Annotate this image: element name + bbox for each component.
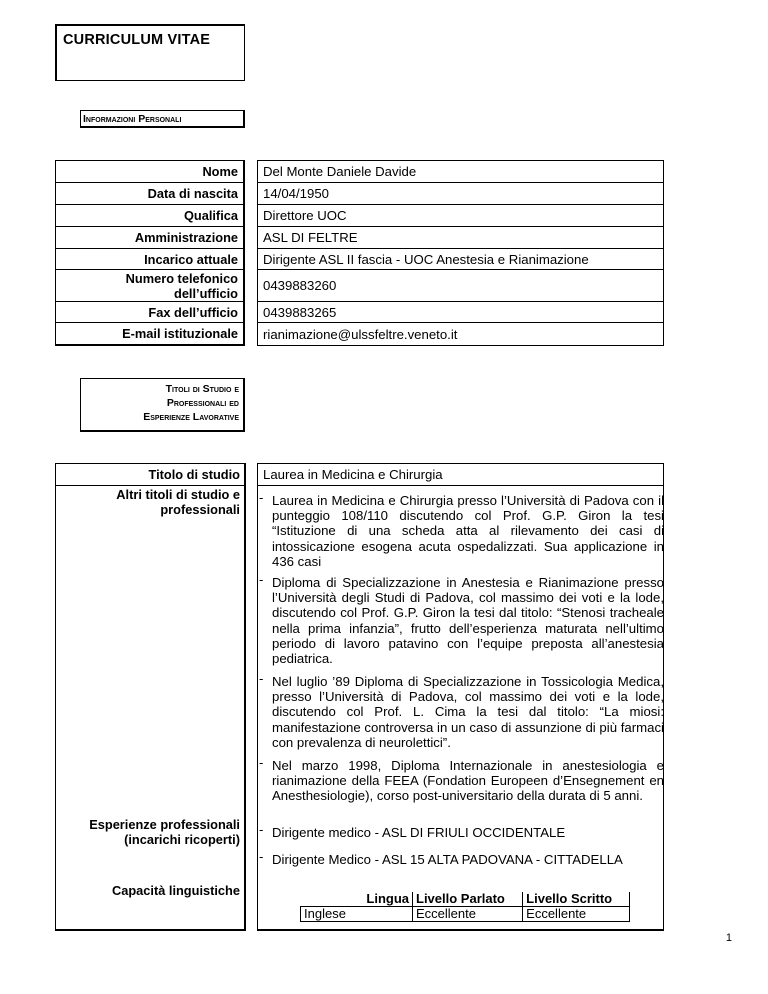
list-item-text: Dirigente Medico - ASL 15 ALTA PADOVANA - CITTADELLA [272, 852, 623, 867]
label-altri-titoli-line2: professionali [160, 502, 240, 517]
list-item-text: Laurea in Medicina e Chirurgia presso l’Università di Padova con il punteggio 108/110 discutendo col Prof. G.P. Giron la tesi “Istituzione di una scheda atta al rilevamento dei casi di intossicazione esogena acuta ospedalizzati. Sua applicazione in 436 casi [272, 493, 664, 569]
row-divider-right [257, 485, 664, 486]
label-fax: Fax dell’ufficio [55, 301, 245, 323]
page-number: 1 [725, 932, 732, 944]
list-item-text: Diploma di Specializzazione in Anestesia e Rianimazione presso l’Università degli Studi di Padova, col massimo dei voti e la lode, discutendo col Prof. G.P. Giron la tesi dal titolo: “Stenosi tracheale nella prima infanzia”, frutto dell’esperienza maturata nell’ultimo periodo di lavoro patavino con l’equipe preposta all’anestesia pediatrica. [272, 575, 664, 667]
list-item [256, 755, 664, 804]
value-titolo-studio: Laurea in Medicina e Chirurgia [263, 467, 443, 482]
section-titles-line2: Professionali ed [166, 397, 239, 409]
label-data-nascita: Data di nascita [55, 182, 245, 205]
list-item [256, 822, 664, 840]
table-left-border [55, 463, 56, 931]
bullet-dash: - [259, 755, 264, 770]
section-heading-personal [80, 110, 245, 128]
written-level-cell: Eccellente [523, 907, 630, 922]
list-item-text: Nel luglio ’89 Diploma di Specializzazione in Tossicologia Medica, presso l’Università di Padova, col massimo dei voti e la lode, discutendo col Prof. L. Cima la tesi dal titolo: “La miosi: manifestazione controversa in un caso di assunzione di più farmaci con prevalenza di neurolettici”. [272, 674, 664, 750]
value-email: rianimazione@ulssfeltre.veneto.it [257, 322, 664, 346]
label-esperienze-line1: Esperienze professionali [89, 817, 240, 832]
value-telefono: 0439883260 [257, 269, 664, 302]
bullet-dash: - [259, 849, 264, 864]
section-heading-titles-text [143, 382, 239, 424]
value-nome: Del Monte Daniele Davide [257, 160, 664, 183]
label-qualifica: Qualifica [55, 204, 245, 227]
row-divider-left [55, 485, 246, 486]
label-altri-titoli [55, 487, 245, 517]
section-heading-titles [80, 378, 245, 432]
language-table [300, 892, 630, 922]
written-col-header: Livello Scritto [523, 892, 630, 907]
bullet-dash: - [259, 822, 264, 837]
list-item [256, 849, 664, 867]
value-data-nascita: 14/04/1950 [257, 182, 664, 205]
value-amministrazione: ASL DI FELTRE [257, 226, 664, 249]
value-qualifica: Direttore UOC [257, 204, 664, 227]
language-cell: Inglese [301, 907, 413, 922]
spoken-level-cell: Eccellente [413, 907, 523, 922]
value-fax: 0439883265 [257, 301, 664, 323]
table-row [301, 907, 630, 922]
section-heading-personal-text: Informazioni Personali [83, 113, 182, 125]
list-item-text: Nel marzo 1998, Diploma Internazionale in anestesiologia e rianimazione della FEEA (Fondation Europeen d’Ensegnement en Anesthesiologie), corso post-universitario della durata di 5 anni. [272, 758, 664, 804]
table-bottom-border-left [55, 929, 246, 931]
bullet-dash: - [259, 572, 264, 587]
list-item [256, 572, 664, 667]
language-col-header: Lingua [301, 892, 413, 907]
section-titles-line1: Titoli di Studio e [165, 383, 239, 395]
label-esperienze-line2: (incarichi ricoperti) [124, 832, 240, 847]
label-esperienze [55, 817, 245, 847]
label-telefono-line1: Numero telefonico [125, 270, 238, 286]
label-altri-titoli-line1: Altri titoli di studio e [116, 487, 240, 502]
label-nome: Nome [55, 160, 245, 183]
label-col-right-border [244, 463, 246, 931]
list-item-text: Dirigente medico - ASL DI FRIULI OCCIDENTALE [272, 825, 566, 840]
list-item [256, 490, 664, 569]
bullet-dash: - [259, 671, 264, 686]
table-top-border-right [257, 463, 664, 464]
label-amministrazione: Amministrazione [55, 226, 245, 249]
table-bottom-border-right [257, 929, 664, 931]
language-table-header [301, 892, 630, 907]
bullet-dash: - [259, 490, 264, 505]
value-incarico: Dirigente ASL II fascia - UOC Anestesia e Rianimazione [257, 248, 664, 270]
label-lingue: Capacità linguistiche [111, 883, 240, 898]
spoken-col-header: Livello Parlato [413, 892, 523, 907]
list-item [256, 671, 664, 750]
label-telefono [55, 269, 245, 302]
label-email: E-mail istituzionale [55, 322, 245, 346]
page-title: CURRICULUM VITAE [63, 32, 211, 48]
label-incarico: Incarico attuale [55, 248, 245, 270]
section-titles-line3: Esperienze Lavorative [143, 411, 239, 423]
label-telefono-line2: dell’ufficio [174, 285, 238, 301]
cv-title-box [55, 24, 245, 81]
label-titolo-studio: Titolo di studio [148, 467, 240, 482]
table-top-border-left [55, 463, 246, 464]
